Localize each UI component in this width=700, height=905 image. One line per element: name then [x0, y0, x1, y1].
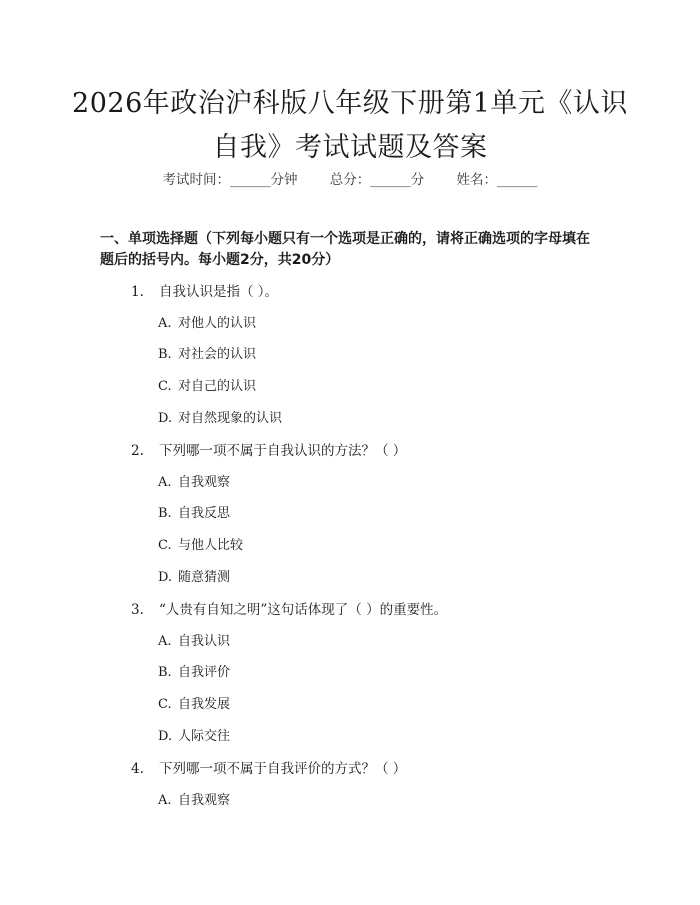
question-1: [131, 282, 278, 302]
question-text: 自我认识是指（ ）。: [159, 284, 279, 300]
option-text: 自我评价: [178, 665, 231, 680]
question-number: 4.: [131, 761, 144, 777]
question-number: 2.: [131, 443, 144, 459]
option-text: 对他人的认识: [178, 316, 257, 331]
question-1-option-d: [158, 409, 282, 429]
question-2-option-d: [158, 568, 230, 588]
option-text: 自我反思: [178, 506, 231, 521]
option-text: 对自然现象的认识: [178, 411, 283, 426]
question-3-option-b: [158, 663, 230, 683]
option-text: 对社会的认识: [178, 347, 257, 362]
question-2-option-a: [158, 473, 230, 493]
document-title: 2026年政治沪科版八年级下册第1单元《认识自我》考试试题及答案: [72, 88, 628, 163]
question-text: “人贵有自知之明”这句话体现了（ ）的重要性。: [159, 602, 448, 618]
option-text: 人际交往: [178, 729, 231, 744]
section-heading: 一、单项选择题（下列每小题只有一个选项是正确的，请将正确选项的字母填在题后的括号内。每小题2分，共20分）: [100, 231, 590, 268]
question-2: [131, 441, 406, 461]
option-letter: C.: [158, 538, 172, 553]
exam-info-line: [0, 168, 700, 188]
question-number: 1.: [131, 284, 144, 300]
question-1-option-c: [158, 377, 256, 397]
option-letter: A.: [158, 634, 172, 649]
option-text: 自我观察: [178, 475, 231, 490]
option-letter: D.: [158, 729, 173, 744]
question-3: [131, 600, 447, 620]
option-letter: A.: [158, 475, 172, 490]
option-letter: B.: [158, 506, 172, 521]
option-letter: B.: [158, 665, 172, 680]
option-text: 自我认识: [178, 634, 231, 649]
question-4: [131, 759, 406, 779]
question-number: 3.: [131, 602, 144, 618]
question-3-option-c: [158, 695, 230, 715]
option-text: 自我发展: [178, 697, 231, 712]
option-letter: A.: [158, 793, 172, 808]
question-text: 下列哪一项不属于自我认识的方法？（ ）: [159, 443, 407, 459]
question-4-option-a: [158, 791, 230, 811]
total-score-field: 总分：______分: [329, 172, 425, 188]
option-letter: C.: [158, 697, 172, 712]
question-text: 下列哪一项不属于自我评价的方式？（ ）: [159, 761, 407, 777]
question-2-option-c: [158, 536, 243, 556]
option-letter: D.: [158, 411, 173, 426]
option-text: 自我观察: [178, 793, 231, 808]
question-1-option-b: [158, 345, 256, 365]
option-text: 对自己的认识: [178, 379, 257, 394]
option-text: 随意猜测: [178, 570, 231, 585]
question-2-option-b: [158, 504, 230, 524]
question-3-option-d: [158, 727, 230, 747]
option-letter: A.: [158, 316, 172, 331]
option-letter: D.: [158, 570, 173, 585]
exam-time-field: 考试时间：______分钟: [162, 172, 298, 188]
question-1-option-a: [158, 314, 256, 334]
option-letter: C.: [158, 379, 172, 394]
option-letter: B.: [158, 347, 172, 362]
question-3-option-a: [158, 632, 230, 652]
option-text: 与他人比较: [178, 538, 244, 553]
student-name-field: 姓名：______: [456, 172, 538, 188]
